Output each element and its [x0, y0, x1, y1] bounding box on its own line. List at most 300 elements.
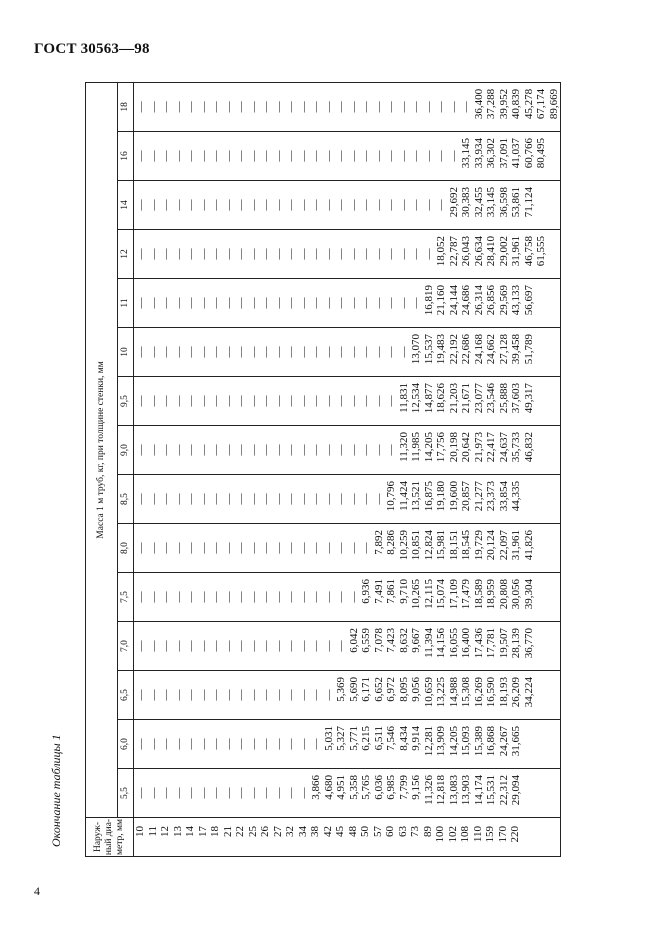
mass-value: 16,269 — [472, 677, 485, 708]
mass-value: 12,115 — [422, 579, 435, 609]
empty-dash-cell: — — [297, 738, 310, 750]
mass-value: 37,091 — [497, 138, 510, 169]
empty-dash-cell: — — [185, 395, 197, 407]
empty-dash-cell: — — [147, 689, 160, 701]
empty-dash-cell: — — [197, 346, 210, 358]
mass-value: 19,600 — [447, 481, 460, 512]
empty-dash-cell: — — [185, 787, 197, 799]
empty-dash-cell: — — [297, 542, 310, 554]
mass-value: 10,265 — [410, 579, 422, 610]
mass-value: 12,534 — [410, 383, 422, 414]
empty-dash-cell: — — [347, 297, 360, 309]
empty-dash-cell: — — [185, 493, 197, 505]
mass-value: 23,373 — [485, 481, 497, 512]
mass-value: 80,495 — [535, 138, 547, 169]
empty-dash-cell: — — [285, 199, 297, 211]
mass-value: 20,198 — [447, 432, 460, 463]
empty-dash-cell: — — [372, 395, 385, 407]
diameter-value: 110 — [471, 826, 484, 843]
thickness-header: 14 — [118, 181, 134, 230]
empty-dash-cell: — — [260, 395, 272, 407]
diameter-value: 11 — [146, 826, 159, 837]
empty-dash-cell: — — [397, 297, 410, 309]
mass-value: 19,483 — [435, 334, 447, 365]
mass-value: 60,766 — [522, 138, 535, 169]
empty-dash-cell: — — [147, 395, 160, 407]
empty-dash-cell: — — [235, 640, 247, 652]
empty-dash-cell: — — [297, 493, 310, 505]
empty-dash-cell: — — [172, 297, 185, 309]
empty-dash-cell: — — [297, 297, 310, 309]
empty-dash-cell: — — [210, 150, 222, 162]
diameter-value: 14 — [184, 826, 196, 837]
empty-dash-cell: — — [285, 346, 297, 358]
empty-dash-cell: — — [322, 689, 335, 701]
mass-value: 15,531 — [485, 775, 497, 806]
mass-value: 13,225 — [435, 677, 447, 708]
empty-dash-cell: — — [235, 297, 247, 309]
diameter-value: 50 — [359, 826, 371, 837]
empty-dash-cell: — — [397, 199, 410, 211]
empty-dash-cell: — — [197, 591, 210, 603]
empty-dash-cell: — — [160, 150, 172, 162]
empty-dash-cell: — — [260, 297, 272, 309]
empty-dash-cell: — — [222, 738, 235, 750]
empty-dash-cell: — — [222, 640, 235, 652]
empty-dash-cell: — — [185, 150, 197, 162]
empty-dash-cell: — — [135, 493, 147, 505]
empty-dash-cell: — — [135, 199, 147, 211]
empty-dash-cell: — — [322, 444, 335, 456]
mass-value: 39,458 — [510, 334, 522, 365]
mass-value: 46,832 — [522, 432, 535, 463]
empty-dash-cell: — — [160, 787, 172, 799]
empty-dash-cell: — — [172, 493, 185, 505]
mass-value: 22,686 — [460, 334, 472, 365]
empty-dash-cell: — — [147, 787, 160, 799]
empty-dash-cell: — — [310, 248, 322, 260]
empty-dash-cell: — — [135, 150, 147, 162]
empty-dash-cell: — — [297, 640, 310, 652]
empty-dash-cell: — — [160, 542, 172, 554]
empty-dash-cell: — — [197, 199, 210, 211]
mass-value: 5,690 — [347, 677, 360, 702]
empty-dash-cell: — — [172, 689, 185, 701]
empty-dash-cell: — — [297, 150, 310, 162]
empty-dash-cell: — — [197, 150, 210, 162]
empty-dash-cell: — — [135, 542, 147, 554]
mass-value: 8,095 — [397, 677, 410, 702]
empty-dash-cell: — — [235, 199, 247, 211]
empty-dash-cell: — — [410, 248, 422, 260]
empty-dash-cell: — — [385, 444, 397, 456]
empty-dash-cell: — — [360, 395, 372, 407]
mass-column — [134, 769, 561, 818]
empty-dash-cell: — — [147, 738, 160, 750]
mass-value: 89,669 — [547, 88, 560, 120]
mass-value: 5,771 — [347, 726, 360, 751]
empty-dash-cell: — — [285, 248, 297, 260]
empty-dash-cell: — — [297, 395, 310, 407]
empty-dash-cell: — — [285, 444, 297, 456]
empty-dash-cell: — — [172, 346, 185, 358]
empty-dash-cell: — — [135, 297, 147, 309]
mass-value: 16,055 — [447, 628, 460, 659]
diameter-value: 42 — [321, 826, 334, 837]
empty-dash-cell: — — [172, 738, 185, 750]
empty-dash-cell: — — [185, 297, 197, 309]
mass-value: 13,909 — [435, 726, 447, 757]
empty-dash-cell: — — [322, 150, 335, 162]
empty-dash-cell: — — [385, 150, 397, 162]
empty-dash-cell: — — [260, 787, 272, 799]
empty-dash-cell: — — [185, 101, 197, 113]
empty-dash-cell: — — [335, 640, 347, 652]
mass-value: 5,327 — [335, 726, 347, 751]
empty-dash-cell: — — [135, 738, 147, 750]
diameter-value: 21 — [221, 826, 234, 837]
empty-dash-cell: — — [172, 395, 185, 407]
empty-dash-cell: — — [147, 493, 160, 505]
thickness-header: 18 — [118, 82, 134, 131]
empty-dash-cell: — — [310, 444, 322, 456]
empty-dash-cell: — — [310, 199, 322, 211]
mass-value: 14,174 — [472, 775, 485, 806]
empty-dash-cell: — — [197, 493, 210, 505]
empty-dash-cell: — — [285, 297, 297, 309]
mass-value: 6,511 — [372, 726, 385, 751]
diameter-value: 48 — [346, 826, 359, 837]
empty-dash-cell: — — [260, 150, 272, 162]
empty-dash-cell: — — [260, 444, 272, 456]
mass-value: 30,383 — [460, 187, 472, 218]
mass-value: 37,603 — [510, 383, 522, 414]
empty-dash-cell: — — [322, 640, 335, 652]
empty-dash-cell: — — [310, 591, 322, 603]
empty-dash-cell: — — [247, 199, 260, 211]
empty-dash-cell: — — [222, 689, 235, 701]
empty-dash-cell: — — [210, 297, 222, 309]
mass-value: 11,326 — [422, 775, 435, 805]
thickness-header: 5,5 — [118, 769, 134, 818]
empty-dash-cell: — — [322, 493, 335, 505]
diameter-value: 26 — [259, 826, 271, 837]
mass-value: 22,417 — [485, 432, 497, 463]
mass-value: 9,710 — [397, 579, 410, 604]
mass-value: 33,934 — [472, 138, 485, 169]
mass-value: 17,436 — [472, 628, 485, 659]
mass-value: 36,770 — [522, 628, 535, 659]
mass-value: 11,394 — [422, 628, 435, 658]
empty-dash-cell: — — [322, 346, 335, 358]
empty-dash-cell: — — [172, 199, 185, 211]
empty-dash-cell: — — [135, 346, 147, 358]
empty-dash-cell: — — [235, 591, 247, 603]
mass-value: 8,434 — [397, 726, 410, 751]
thickness-header: 9,0 — [118, 426, 134, 475]
empty-dash-cell: — — [272, 787, 285, 799]
empty-dash-cell: — — [135, 787, 147, 799]
mass-value: 8,286 — [385, 530, 397, 555]
empty-dash-cell: — — [247, 493, 260, 505]
empty-dash-cell: — — [210, 444, 222, 456]
empty-dash-cell: — — [335, 297, 347, 309]
mass-value: 18,151 — [447, 530, 460, 561]
diameter-value: 100 — [434, 826, 446, 843]
empty-dash-cell: — — [347, 150, 360, 162]
empty-dash-cell: — — [335, 444, 347, 456]
mass-value: 32,455 — [472, 187, 485, 218]
diameter-value: 27 — [271, 826, 284, 837]
empty-dash-cell: — — [210, 493, 222, 505]
mass-value: 6,215 — [360, 726, 372, 751]
mass-value: 14,205 — [447, 726, 460, 757]
empty-dash-cell: — — [360, 199, 372, 211]
empty-dash-cell: — — [335, 150, 347, 162]
mass-value: 20,808 — [497, 579, 510, 610]
empty-dash-cell: — — [272, 493, 285, 505]
diameter-column — [134, 818, 561, 857]
empty-dash-cell: — — [160, 199, 172, 211]
diameter-value: 45 — [334, 826, 346, 837]
mass-value: 6,171 — [360, 677, 372, 702]
empty-dash-cell: — — [210, 101, 222, 113]
mass-column — [134, 82, 561, 131]
mass-value: 29,002 — [497, 236, 510, 267]
empty-dash-cell: — — [210, 248, 222, 260]
empty-dash-cell: — — [222, 591, 235, 603]
mass-value: 7,423 — [385, 628, 397, 653]
mass-value: 15,074 — [435, 579, 447, 610]
mass-value: 31,961 — [510, 236, 522, 267]
empty-dash-cell: — — [235, 395, 247, 407]
mass-value: 6,042 — [347, 628, 360, 653]
diameter-value: 22 — [234, 826, 246, 837]
empty-dash-cell: — — [360, 297, 372, 309]
empty-dash-cell: — — [372, 199, 385, 211]
diameter-value: 220 — [509, 826, 521, 843]
empty-dash-cell: — — [372, 444, 385, 456]
empty-dash-cell: — — [272, 444, 285, 456]
mass-value: 19,180 — [435, 481, 447, 512]
empty-dash-cell: — — [235, 787, 247, 799]
empty-dash-cell: — — [185, 444, 197, 456]
empty-dash-cell: — — [222, 542, 235, 554]
mass-value: 6,985 — [385, 775, 397, 800]
empty-dash-cell: — — [172, 787, 185, 799]
empty-dash-cell: — — [372, 346, 385, 358]
empty-dash-cell: — — [247, 689, 260, 701]
mass-value: 30,056 — [510, 579, 522, 610]
empty-dash-cell: — — [322, 248, 335, 260]
pipe-mass-table — [85, 82, 561, 857]
diameter-value: 63 — [396, 826, 409, 837]
empty-dash-cell: — — [197, 297, 210, 309]
mass-value: 15,308 — [460, 677, 472, 708]
mass-value: 11,320 — [397, 432, 410, 462]
mass-value: 12,818 — [435, 775, 447, 806]
empty-dash-cell: — — [160, 395, 172, 407]
empty-dash-cell: — — [172, 444, 185, 456]
mass-value: 15,537 — [422, 334, 435, 365]
empty-dash-cell: — — [410, 199, 422, 211]
empty-dash-cell: — — [172, 542, 185, 554]
mass-column — [134, 132, 561, 181]
empty-dash-cell: — — [210, 346, 222, 358]
empty-dash-cell: — — [147, 640, 160, 652]
empty-dash-cell: — — [222, 199, 235, 211]
empty-dash-cell: — — [297, 199, 310, 211]
mass-column — [134, 671, 561, 720]
mass-value: 49,317 — [522, 383, 535, 414]
mass-value: 7,861 — [385, 579, 397, 604]
empty-dash-cell: — — [222, 444, 235, 456]
empty-dash-cell: — — [210, 787, 222, 799]
empty-dash-cell: — — [397, 346, 410, 358]
mass-value: 5,358 — [347, 775, 360, 800]
empty-dash-cell: — — [147, 346, 160, 358]
mass-value: 8,632 — [397, 628, 410, 653]
mass-value: 36,400 — [472, 88, 485, 120]
mass-value: 10,659 — [422, 677, 435, 708]
empty-dash-cell: — — [297, 248, 310, 260]
thickness-header: 12 — [118, 230, 134, 279]
mass-value: 22,097 — [497, 530, 510, 561]
mass-column — [134, 181, 561, 230]
diameter-value: 13 — [171, 826, 184, 837]
mass-value: 26,634 — [472, 236, 485, 267]
mass-value: 7,892 — [372, 530, 385, 555]
mass-value: 16,868 — [485, 726, 497, 757]
empty-dash-cell: — — [435, 150, 447, 162]
empty-dash-cell: — — [185, 542, 197, 554]
empty-dash-cell: — — [285, 787, 297, 799]
mass-value: 7,491 — [372, 579, 385, 604]
empty-dash-cell: — — [135, 395, 147, 407]
empty-dash-cell: — — [360, 150, 372, 162]
mass-value: 18,545 — [460, 530, 472, 561]
empty-dash-cell: — — [260, 591, 272, 603]
thickness-header: 7,5 — [118, 573, 134, 622]
empty-dash-cell: — — [297, 101, 310, 113]
mass-value: 14,988 — [447, 677, 460, 708]
mass-value: 35,733 — [510, 432, 522, 463]
mass-value: 24,686 — [460, 285, 472, 316]
mass-value: 36,598 — [497, 187, 510, 218]
empty-dash-cell: — — [385, 395, 397, 407]
empty-dash-cell: — — [185, 346, 197, 358]
empty-dash-cell: — — [272, 689, 285, 701]
mass-value: 17,479 — [460, 579, 472, 610]
empty-dash-cell: — — [185, 640, 197, 652]
empty-dash-cell: — — [160, 493, 172, 505]
mass-value: 21,973 — [472, 432, 485, 463]
empty-dash-cell: — — [297, 444, 310, 456]
thickness-header: 11 — [118, 279, 134, 328]
diameter-value: 108 — [459, 826, 471, 843]
mass-value: 33,854 — [497, 481, 510, 512]
mass-value: 11,985 — [410, 432, 422, 462]
empty-dash-cell: — — [247, 591, 260, 603]
empty-dash-cell: — — [210, 542, 222, 554]
mass-value: 19,507 — [497, 628, 510, 659]
empty-dash-cell: — — [147, 591, 160, 603]
empty-dash-cell: — — [260, 542, 272, 554]
empty-dash-cell: — — [185, 199, 197, 211]
empty-dash-cell: — — [335, 346, 347, 358]
empty-dash-cell: — — [247, 395, 260, 407]
empty-dash-cell: — — [372, 493, 385, 505]
mass-value: 20,642 — [460, 432, 472, 463]
mass-value: 18,193 — [497, 677, 510, 708]
diameter-value: 73 — [409, 826, 421, 837]
mass-value: 28,139 — [510, 628, 522, 659]
empty-dash-cell: — — [422, 150, 435, 162]
empty-dash-cell: — — [360, 493, 372, 505]
mass-column — [134, 524, 561, 573]
empty-dash-cell: — — [135, 640, 147, 652]
mass-value: 10,796 — [385, 481, 397, 512]
mass-value: 3,866 — [310, 775, 322, 800]
mass-column — [134, 573, 561, 622]
mass-value: 41,826 — [522, 530, 535, 561]
empty-dash-cell: — — [435, 199, 447, 211]
diameter-value: 12 — [159, 826, 171, 837]
empty-dash-cell: — — [135, 248, 147, 260]
mass-value: 11,831 — [397, 383, 410, 413]
empty-dash-cell: — — [310, 493, 322, 505]
empty-dash-cell: — — [235, 248, 247, 260]
mass-column — [134, 377, 561, 426]
empty-dash-cell: — — [197, 738, 210, 750]
empty-dash-cell: — — [222, 150, 235, 162]
empty-dash-cell: — — [335, 542, 347, 554]
empty-dash-cell: — — [460, 101, 472, 113]
empty-dash-cell: — — [197, 787, 210, 799]
mass-value: 7,799 — [397, 775, 410, 800]
empty-dash-cell: — — [335, 493, 347, 505]
mass-value: 17,756 — [435, 432, 447, 463]
empty-dash-cell: — — [147, 101, 160, 113]
mass-value: 31,665 — [510, 726, 522, 757]
empty-dash-cell: — — [397, 101, 410, 113]
mass-value: 7,078 — [372, 628, 385, 653]
empty-dash-cell: — — [147, 199, 160, 211]
mass-value: 11,424 — [397, 481, 410, 511]
empty-dash-cell: — — [272, 248, 285, 260]
diameter-value: 25 — [246, 826, 259, 837]
thickness-header: 7,0 — [118, 622, 134, 671]
empty-dash-cell: — — [285, 150, 297, 162]
empty-dash-cell: — — [435, 101, 447, 113]
empty-dash-cell: — — [272, 542, 285, 554]
mass-value: 9,667 — [410, 628, 422, 653]
empty-dash-cell: — — [247, 738, 260, 750]
empty-dash-cell: — — [285, 493, 297, 505]
empty-dash-cell: — — [235, 689, 247, 701]
empty-dash-cell: — — [272, 150, 285, 162]
empty-dash-cell: — — [285, 640, 297, 652]
empty-dash-cell: — — [247, 640, 260, 652]
mass-value: 13,070 — [410, 334, 422, 365]
mass-value: 6,936 — [360, 579, 372, 604]
empty-dash-cell: — — [322, 199, 335, 211]
mass-value: 17,781 — [485, 628, 497, 659]
mass-value: 46,758 — [522, 236, 535, 267]
empty-dash-cell: — — [210, 689, 222, 701]
empty-dash-cell: — — [247, 297, 260, 309]
empty-dash-cell: — — [347, 101, 360, 113]
